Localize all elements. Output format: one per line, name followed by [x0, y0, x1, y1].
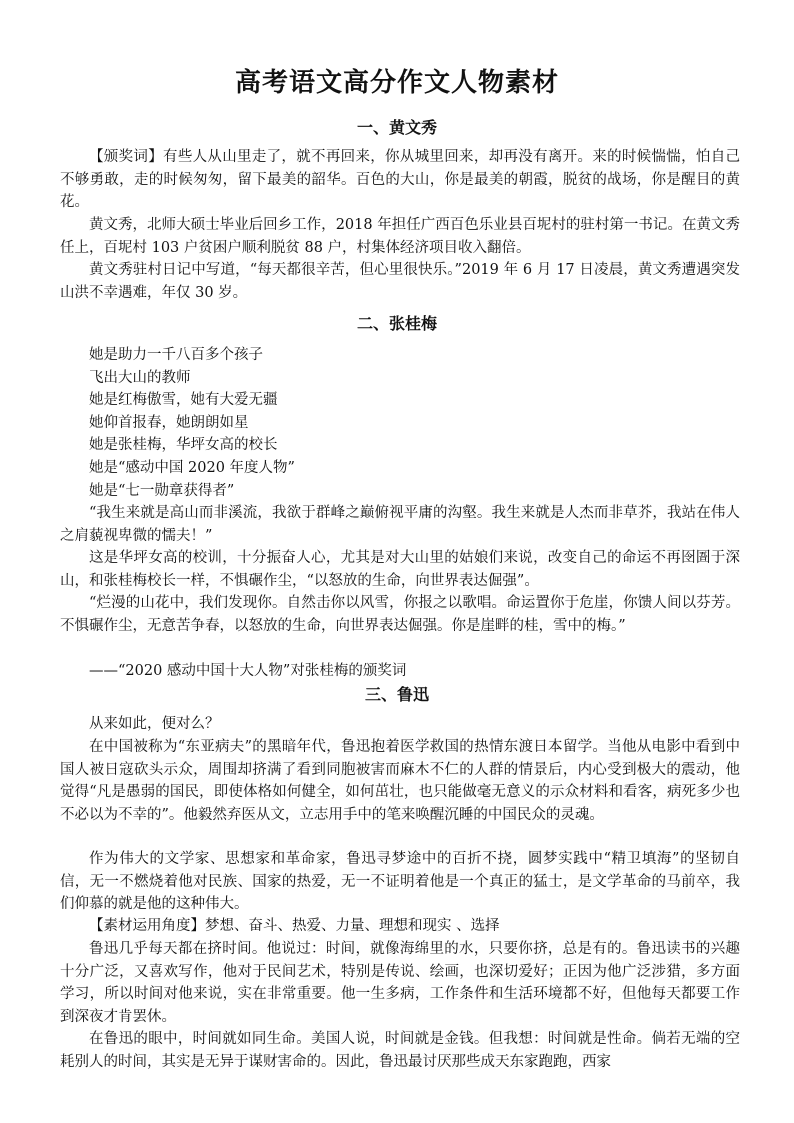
poem-line: 她是助力一千八百多个孩子 — [89, 347, 263, 363]
paragraph: 【颁奖词】有些人从山里走了，就不再回来，你从城里回来，却再没有离开。来的时候惴惴，怕自己不够勇敢，走的时候匆匆，留下最美的韶华。百色的大山，你是最美的朝霞，脱贫的战场，你是醒目的黄花。 — [60, 149, 740, 211]
poem-line: 她是“七一勋章获得者” — [89, 482, 235, 499]
paragraph: “我生来就是高山而非溪流，我欲于群峰之巅俯视平庸的沟壑。我生来就是人杰而非草芥，我站在伟人之肩藐视卑微的懦夫！” — [60, 505, 740, 544]
poem-line: 她是“感动中国 2020 年度人物” — [89, 459, 295, 476]
section-heading-lu-xun: 三、鲁迅 — [364, 685, 429, 704]
poem-line: 她是红梅傲雪，她有大爱无疆 — [89, 392, 278, 409]
paragraph: 鲁迅几乎每天都在挤时间。他说过：时间，就像海绵里的水，只要你挤，总是有的。鲁迅读书的兴趣十分广泛，又喜欢写作，他对于民间艺术，特别是传说、绘画，也深切爱好；正因为他广泛涉猎，多方面学习，所以时间对他来说，实在非常重要。他一生多病，工作条件和生活环境都不好，但他每天都要工作到深夜才肯罢休。 — [60, 941, 740, 1025]
paragraph: 黄文秀，北师大硕士毕业后回乡工作，2018 年担任广西百色乐业县百坭村的驻村第一书记。在黄文秀任上，百坭村 103 户贫困户顺利脱贫 88 户，村集体经济项目收入翻倍。 — [60, 217, 740, 256]
citation: ——“2020 感动中国十大人物”对张桂梅的颁奖词 — [89, 663, 407, 679]
paragraph: 作为伟大的文学家、思想家和革命家，鲁迅寻梦途中的百折不挠，圆梦实践中“精卫填海”的坚韧自信，无一不燃烧着他对民族、国家的热爱，无一不证明着他是一个真正的猛士，是文学革命的马前卒，我们仰慕的就是他的这种伟大。 — [60, 851, 740, 913]
section-heading-huang-wenxiu: 一、黄文秀 — [356, 118, 437, 137]
section-heading-zhang-guimei: 二、张桂梅 — [356, 314, 437, 333]
poem-line: 她是张桂梅，华坪女高的校长 — [89, 437, 278, 454]
paragraph: 【素材运用角度】梦想、奋斗、热爱、力量、理想和现实 、选择 — [89, 918, 500, 934]
paragraph: 黄文秀驻村日记中写道，“每天都很辛苦，但心里很快乐。”2019 年 6 月 17 日凌晨，黄文秀遭遇突发山洪不幸遇难，年仅 30 岁。 — [60, 262, 740, 301]
poem-line: 飞出大山的教师 — [89, 369, 191, 386]
poem-line: 她仰首报春，她朗朗如星 — [89, 414, 249, 431]
paragraph: 这是华坪女高的校训，十分振奋人心，尤其是对大山里的姑娘们来说，改变自己的命运不再囹圄于深山，和张桂梅校长一样，不惧碾作尘，“以怒放的生命，向世界表达倔强”。 — [60, 550, 740, 589]
paragraph: 在鲁迅的眼中，时间就如同生命。美国人说，时间就是金钱。但我想：时间就是性命。倘若无端的空耗别人的时间，其实是无异于谋财害命的。因此，鲁迅最讨厌那些成天东家跑跑，西家 — [60, 1031, 740, 1070]
paragraph: “烂漫的山花中，我们发现你。自然击你以风雪，你报之以歌唱。命运置你于危崖，你馈人间以芬芳。不惧碾作尘，无意苦争春，以怒放的生命，向世界表达倔强。你是崖畔的桂，雪中的梅。” — [60, 595, 740, 634]
paragraph: 从来如此，便对么？ — [89, 716, 220, 732]
poem-block — [89, 344, 709, 502]
document-title: 高考语文高分作文人物素材 — [234, 68, 559, 98]
paragraph: 在中国被称为“东亚病夫”的黑暗年代，鲁迅抱着医学救国的热情东渡日本留学。当他从电影中看到中国人被日寇砍头示众，周围却挤满了看到同胞被害而麻木不仁的人群的情景后，内心受到极大的震动，他觉得“凡是愚弱的国民，即使体格如何健全，如何茁壮，也只能做毫无意义的示众材料和看客，病死多少也不必以为不幸的”。他毅然弃医从文，立志用手中的笔来唤醒沉睡的中国民众的灵魂。 — [60, 739, 740, 823]
